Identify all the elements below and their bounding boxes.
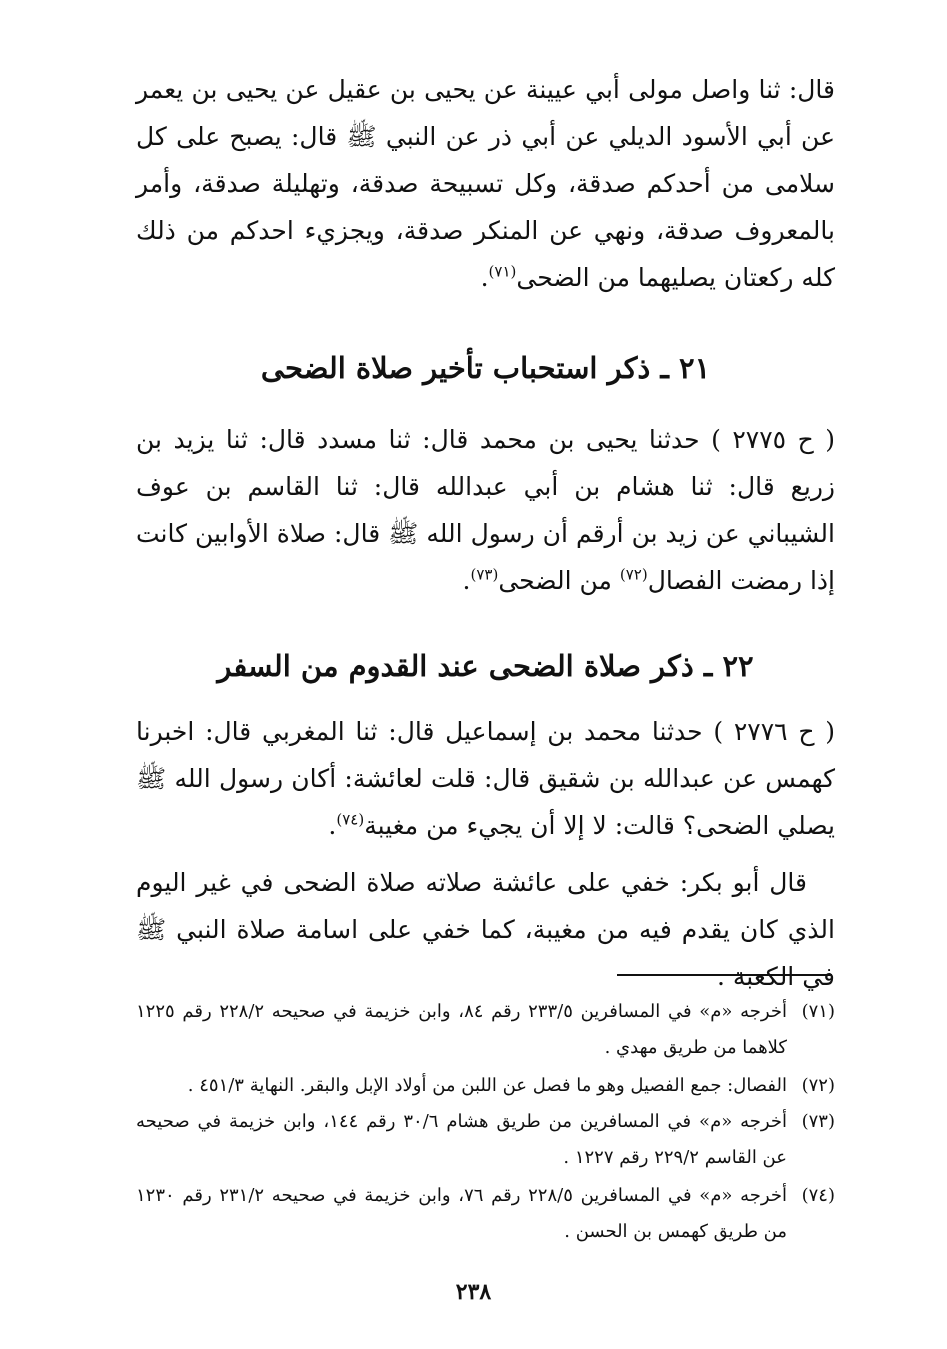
paragraph-text-continued: من الضحى: [498, 566, 620, 595]
footnote-text: أخرجه «م» في المسافرين ٢٣٣/٥ رقم ٨٤، وابن خزيمة في صحيحه ٢٢٨/٢ رقم ١٢٢٥ كلاهما من طريق مهدي .: [136, 1001, 787, 1058]
paragraph-hadith-continuation: [136, 66, 835, 301]
footnote-72: [136, 1068, 835, 1104]
paragraph-abu-bakr-comment: قال أبو بكر: خفي على عائشة صلاته صلاة الضحى في غير اليوم الذي كان يقدم فيه من مغيبة، كما خفي على اسامة صلاة النبي ﷺ في الكعبة .: [136, 868, 835, 991]
footnote-ref-74[interactable]: (٧٤): [336, 810, 365, 829]
page-number: ٢٣٨: [455, 1279, 492, 1305]
paragraph-text: ( ح ٢٧٧٦ ) حدثنا محمد بن إسماعيل قال: ثنا المغربي قال: اخبرنا كهمس عن عبدالله بن شقيق قال: قلت لعائشة: أكان رسول الله ﷺ يصلي الضحى؟ قالت: لا إلا أن يجيء من مغيبة: [136, 717, 835, 840]
footnote-separator: [617, 974, 832, 976]
paragraph-hadith-2776: [136, 708, 835, 849]
paragraph-end: .: [462, 566, 471, 595]
footnote-text: أخرجه «م» في المسافرين ٢٢٨/٥ رقم ٧٦، وابن خزيمة في صحيحه ٢٣١/٢ رقم ١٢٣٠ من طريق كهمس بن الحسن .: [136, 1185, 787, 1242]
footnote-ref-71[interactable]: (٧١): [488, 262, 517, 281]
paragraph-text: قال: ثنا واصل مولى أبي عيينة عن يحيى بن عقيل عن يحيى بن يعمر عن أبي الأسود الديلي عن أبي ذر عن النبي ﷺ قال: يصبح على كل سلامى من أحدكم صدقة، وكل تسبيحة صدقة، وتهليلة صدقة، وأمر بالمعروف صدقة، ونهي عن المنكر صدقة، ويجزيء احدكم من ذلك كله ركعتان يصليهما من الضحى: [136, 75, 835, 292]
footnote-number: (٧٢): [801, 1075, 835, 1096]
footnote-text: أخرجه «م» في المسافرين من طريق هشام ٣٠/٦ رقم ١٤٤، وابن خزيمة في صحيحه عن القاسم ٢٢٩/٢ رقم ١٢٢٧ .: [136, 1111, 787, 1168]
footnote-text: الفصال: جمع الفصيل وهو ما فصل عن اللبن من أولاد الإبل والبقر. النهاية ٤٥١/٣ .: [187, 1075, 787, 1096]
footnote-71: [136, 994, 835, 1066]
footnote-ref-73[interactable]: (٧٣): [470, 565, 499, 584]
paragraph-end: .: [328, 811, 337, 840]
paragraph-end: .: [480, 263, 489, 292]
footnote-73: [136, 1104, 835, 1176]
footnotes-section: [136, 994, 835, 1250]
footnote-74: [136, 1178, 835, 1250]
section-heading-21: ٢١ ـ ذكر استحباب تأخير صلاة الضحى: [260, 351, 711, 385]
footnote-ref-72[interactable]: (٧٢): [619, 565, 648, 584]
section-heading-22: ٢٢ ـ ذكر صلاة الضحى عند القدوم من السفر: [217, 649, 754, 683]
paragraph-hadith-2775: [136, 416, 835, 604]
footnote-number: (٧٣): [801, 1111, 835, 1132]
footnote-number: (٧١): [801, 1001, 835, 1022]
footnote-number: (٧٤): [801, 1185, 835, 1206]
paragraph-text: ( ح ٢٧٧٥ ) حدثنا يحيى بن محمد قال: ثنا مسدد قال: ثنا يزيد بن زريع قال: ثنا هشام بن أبي عبدالله قال: ثنا القاسم بن عوف الشيباني عن زيد بن أرقم أن رسول الله ﷺ قال: صلاة الأوابين كانت إذا رمضت الفصال: [136, 425, 835, 595]
